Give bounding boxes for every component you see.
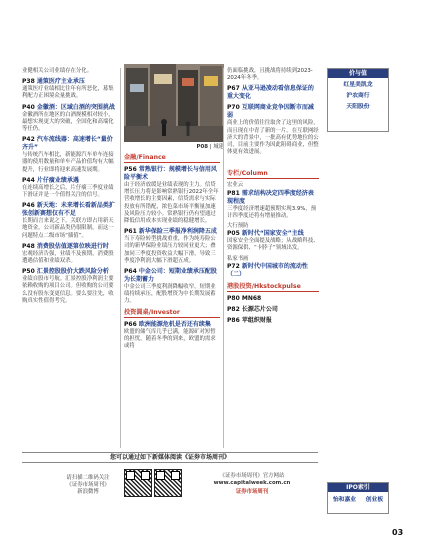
qr-caption-line3: 新浪微博 [77,489,99,496]
section-finance: 金融/Finance [124,154,220,163]
article-entry[interactable] [124,166,220,225]
article-entry[interactable] [227,104,319,156]
article-entry[interactable] [22,177,118,199]
article-entry[interactable] [227,223,319,253]
article-summary: 通策医疗业绩相比往年有所恶化，募集利配力正困境众量挑战。 [22,86,114,100]
ipo-sidebar [327,482,389,514]
divider [223,68,224,448]
qr-code-wechat[interactable] [154,469,182,497]
ipo-list [328,492,388,506]
ipo-sidebar-title: IPO索引 [328,483,388,492]
section-column: 专栏/Column [227,170,319,179]
article-page: P82 [227,305,240,313]
article-summary: 金徽酒所在地区的白酒规模相对较小，最想实现更大的突破，全国化和高端化等任仍。 [22,111,114,133]
article-page: P61 [124,228,137,236]
article-page: P64 [124,268,137,276]
article-page: P48 [22,242,35,250]
article-title: 新天地：未来增长看新品类扩张创新赛想仅有不足 [22,202,115,218]
article-kicker: 私家书画 [227,255,249,262]
article-page: P67 [227,85,240,93]
article-summary: 由于经济放缓是业绩表现的主力。信贷增长压力将是影响常熟银行2022年全年营收增长的主要因素，信贷需求与实际投放有所错配，浓色菜市场平衡量加速及风险压力较小。常熟银行仍有望通过降低信用成本实现业绩的稳健增长。 [124,182,219,225]
article-summary: 当下寿险转型挑战重重，作为纯寿险公司的新华保险业绩压力较同业更大；叠加同三季度投资收益大幅下滑，导致三季度净利润大幅下滑超五成。 [124,236,216,264]
article-summary: 国家安全全面提及战略；从战略科技、资源保供、“卡脖子”领域出发。 [227,238,319,252]
hk-list [227,295,319,325]
article-title: 需求结构决定四季度经济表现程度 [227,189,314,205]
article-summary: 三季度经济增速超预期实现3.9%，预计四季度还将有增量推动。 [227,205,317,219]
article-title: 长源芯片公司 [241,305,278,313]
cover-photo [124,64,224,142]
article-page: P42 [22,136,35,144]
article-page: P44 [22,176,35,184]
section-hk: 港股投资/Hkstockpulse [227,283,319,292]
column-right [227,68,319,328]
qr-caption-line2: 《证券市场周刊》 [66,482,110,489]
article-page: P40 [22,103,35,111]
article-title: 汇景控股股价大跌风险分析 [36,268,109,276]
article-entry[interactable] [22,268,118,305]
article-entry[interactable] [227,256,319,279]
article-entry[interactable] [22,78,118,100]
qr-caption-1 [58,475,118,497]
article-summary: 在连续高增长之后，片仔癀三季度业绩下滑证并是一个值得关注的信号。 [22,184,114,199]
qr-code-weibo[interactable] [124,469,152,497]
article-summary: 欧盟的储气库几乎已满，能源矿对短暂的担忧，随着冬季的到来，欧盟的需求或将 [124,328,216,350]
article-title: 苹组织财报 [241,316,272,324]
article-page: P66 [124,320,137,328]
city-street-image [124,64,224,142]
ipo-item[interactable]: 怡和嘉业 [332,497,357,503]
section-investor: 投资圆桌/Investor [124,309,220,318]
divider [120,68,121,448]
footer-qr-block [22,465,318,525]
article-page: P05 [227,230,240,238]
article-title: 片仔癀业绩承遇 [36,176,79,184]
ipo-item[interactable]: 创业板 [365,497,384,503]
article-kicker: 宏业云 [227,182,244,189]
column-list [227,182,319,278]
article-entry[interactable] [227,306,319,314]
article-title: 欧洲能源危机是否还有续集 [138,320,211,328]
article-title: 互联网商业竞争因断市而减弱 [227,104,314,120]
website-block [190,473,314,497]
article-title: 新时代“国家安全”主线 [241,230,304,238]
article-title: 金徽酒：区域白酒的突围挑战 [36,103,115,111]
col2-list2 [124,321,220,351]
article-page: P46 [22,202,35,210]
article-title: 通策医疗主业承压 [36,78,85,86]
value-sidebar-item[interactable]: 红星美凯龙 [343,82,373,88]
article-summary: 商业上的价值往往取舍了这里的风险，而且现在中青了新的一片。在互联网经济大的背景中，一批高有优势地位的公司，目前主要作为因此阻碍商业，但整体更有效进展。 [227,120,319,156]
article-title: 消费股估值逐第位映进行时 [36,242,109,250]
value-sidebar [327,68,389,132]
brand-logo: 证券市场周刊 [235,489,269,496]
value-sidebar-item[interactable]: 沪农商行 [346,93,370,99]
article-summary: 业绩自股市号航。汇景控股净利润主要依赖收购的项目公司。但收购的公司要么没有股东变更信息。要么要注先，收购真实性值得考究。 [22,276,114,304]
article-page: P70 [227,104,240,112]
col1-intro: 业健相关公司业绩存在分化。 [22,68,93,74]
photo-caption: P08 | 城建 [196,144,224,150]
article-summary: 长期而言来说之下，关联方即占用新天地资金，公司新品类仍很限制，而这一问题特点二级市场“插值”。 [22,218,114,239]
article-entry[interactable] [124,321,220,351]
article-entry[interactable] [124,268,220,306]
article-title: 汽车流线器：高速增长“量价齐升” [22,136,113,152]
article-entry[interactable] [227,182,319,220]
col2-list [124,166,220,306]
article-page: P72 [227,262,240,270]
article-title: 中金公司：短期业绩承压配股为长期蓄力 [124,268,217,284]
photo-caption-label: 城建 [213,144,224,150]
article-summary: 中金公司三季度利润降幅收窄，短期业绩持续承压，配股增资为中长期发展蓄力。 [124,284,216,305]
col1-list [22,78,118,305]
article-page: P56 [124,166,137,173]
article-summary: 宏观经济告强，业绩不及预期，消费股遭遇估值和业绩双杀。 [22,250,114,265]
article-kicker: 大行预防 [227,223,249,230]
article-entry[interactable] [22,136,118,174]
article-page: P81 [227,189,240,197]
qr-caption-line1: 请扫描二维码关注 [66,475,110,481]
website-caption: 《证券市场周刊》官方网站 [219,473,285,479]
col3-list [227,85,319,156]
column-left [22,68,118,308]
footer-banner: 您可以通过如下新媒体阅读《证券市场周刊》 [22,452,318,463]
article-page: P50 [22,268,35,276]
article-page: P38 [22,78,35,86]
article-entry[interactable] [22,202,118,240]
col3-intro: 仍面临挑战，且挑战将持续到2023-2024年冬季。 [227,68,313,82]
article-entry[interactable] [227,85,319,101]
article-entry[interactable] [227,295,319,303]
article-summary: 与传统汽车相比，新能源汽车单车连接器的使用数量和单车产品价值均有大幅提升，行业即将迎来高速发展期。 [22,152,114,173]
article-title: 新时代中国城市的流动性（二） [227,262,308,278]
article-entry[interactable] [22,243,118,265]
article-title: MN68 [241,294,262,302]
article-entry[interactable] [227,317,319,325]
article-entry[interactable] [124,228,220,265]
value-sidebar-list [328,78,388,113]
value-sidebar-item[interactable]: 天阳股份 [346,104,370,110]
article-title: 从亚马逊凌动看信息保证的重大变化 [227,85,314,101]
article-title: 新华保险三季报净利润降五成 [138,228,217,236]
photo-caption-page: P08 [196,144,208,150]
website-url[interactable]: www.capitalweek.com.cn [213,480,291,487]
article-page: P80 [227,294,240,302]
article-title: 常熟银行：规模增长与信用风险平衡术 [124,166,217,181]
article-page: P86 [227,316,240,324]
value-sidebar-title: 价与值 [328,69,388,78]
column-middle [124,154,220,353]
article-entry[interactable] [22,104,118,134]
page-number: 03 [392,528,404,537]
